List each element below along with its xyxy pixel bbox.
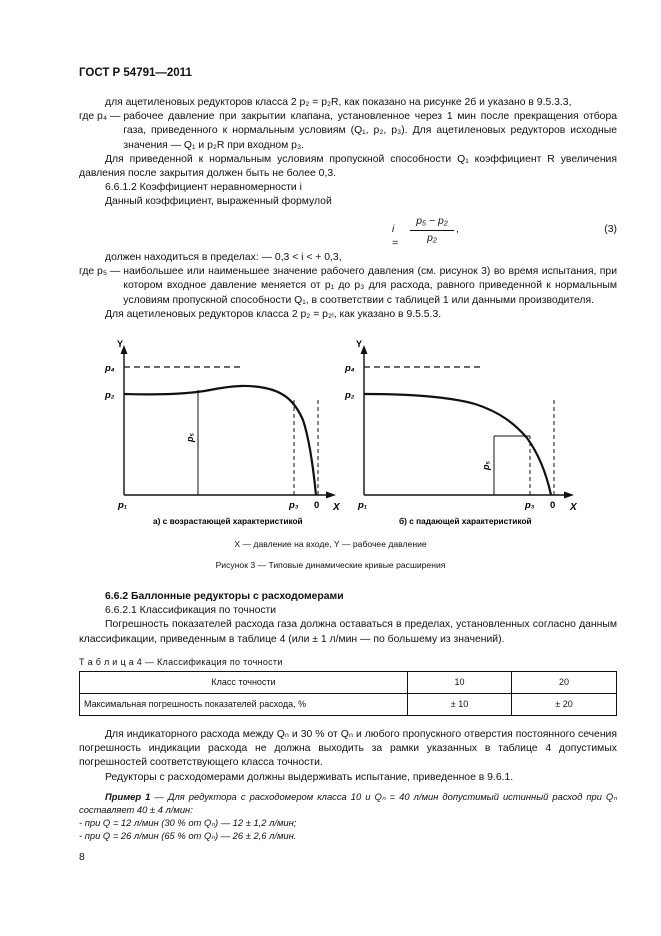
formula-3 xyxy=(79,213,617,250)
example-line-1: - при Q = 12 л/мин (30 % от Qₙ) — 12 ± 1,2 л/мин; xyxy=(79,817,297,828)
fraction-bar xyxy=(410,230,454,231)
top-text-block xyxy=(79,96,617,210)
table-4 xyxy=(79,671,617,716)
table-row xyxy=(80,694,617,716)
page-number: 8 xyxy=(79,851,85,863)
formula-comma: , xyxy=(456,224,459,235)
indicator-paragraph: Для индикаторного расхода между Qₙ и 30 % от Qₙ и любого пропускного отверстия постоянного сечения погрешность индикации расхода не должна выходить за рамки указанных в таблице 4 допустимых погрешностей соответствующего класса точности. xyxy=(79,729,617,769)
range-condition: должен находиться в пределах: — 0,3 < i < + 0,3, xyxy=(105,252,342,263)
p3-label: p₃ xyxy=(289,500,299,511)
example-label: Пример 1 xyxy=(105,791,151,802)
paragraph-acetylene-class2: для ацетиленовых редукторов класса 2 p₂ = p₂R, как показано на рисунке 2б и указано в 9.5.3.3, xyxy=(105,97,572,108)
chart-a-caption: а) с возрастающей характеристикой xyxy=(153,516,303,526)
example-intro xyxy=(79,790,617,816)
figure-caption: Рисунок 3 — Типовые динамические кривые расширения xyxy=(215,560,446,570)
equation-number: (3) xyxy=(604,224,617,235)
p4-label: p₄ xyxy=(345,363,355,374)
curve-rising xyxy=(124,386,316,495)
table-cell: 20 xyxy=(512,672,617,694)
example-line-2: - при Q = 26 л/мин (65 % от Qₙ) — 26 ± 2,6 л/мин. xyxy=(79,830,297,841)
definition-p4 xyxy=(79,110,617,153)
table-4-caption: Т а б л и ц а 4 — Классификация по точности xyxy=(79,657,283,667)
figure-legend: X — давление на входе, Y — рабочее давление xyxy=(234,539,427,549)
table-header-row xyxy=(80,672,617,694)
zero-label: 0 xyxy=(314,500,320,511)
paragraph-coefficient-r: Для приведенной к нормальным условиям пропускной способности Q₁ коэффициент R увеличения давления после закрытия должен быть не более 0,3. xyxy=(79,153,617,180)
curve-falling xyxy=(364,394,551,495)
chart-b xyxy=(344,339,578,526)
formula-denominator: p₂ xyxy=(427,233,437,244)
table-cell: ± 10 xyxy=(408,694,512,716)
formula-lhs: i = xyxy=(392,224,399,250)
y-axis-label: Y xyxy=(117,339,124,349)
definition-text: наибольшее или наименьшее значение рабочего давления (см. рисунок 3) во время испытания, при котором входное давление меняется от p₁ до p₃ для расхода, равного приведенной к нормальным условиям пропускной способности Q₁, в соответствии с таблицей 1 или данными производителя. xyxy=(123,266,617,306)
figure-3 xyxy=(0,330,661,530)
definition-text: рабочее давление при закрытии клапана, установленное через 1 мин после прекращения отбора газа, приведенного к нормальным условиям (Q₁, p₂, p₃). Для ацетиленовых редукторов исходные значения — Q₁ и p₂R при входном p₃. xyxy=(123,111,617,151)
example-1 xyxy=(79,790,617,842)
table-cell: ± 20 xyxy=(512,694,617,716)
table-cell: Максимальная погрешность показателей расхода, % xyxy=(80,694,408,716)
after-formula-block xyxy=(79,251,617,322)
table-cell: 10 xyxy=(408,672,512,694)
p5-label: p₅ xyxy=(481,460,491,470)
definition-key: где p₄ — xyxy=(79,111,121,123)
after-table-block xyxy=(79,728,617,785)
p1-label: p₁ xyxy=(358,500,368,511)
x-axis-label: X xyxy=(333,502,340,513)
p1-label: p₁ xyxy=(118,500,128,511)
p2-label: p₂ xyxy=(345,390,355,401)
section-title: 6.6.2 Баллонные редукторы с расходомерами xyxy=(105,591,344,602)
subsection-6-6-1-2: 6.6.1.2 Коэффициент неравномерности i xyxy=(105,182,302,194)
formula-intro: Данный коэффициент, выраженный формулой xyxy=(105,196,332,208)
document-header: ГОСТ Р 54791—2011 xyxy=(79,67,192,79)
subsection-6-6-2-1: 6.6.2.1 Классификация по точности xyxy=(105,605,277,617)
x-axis-arrow xyxy=(564,492,574,499)
p2-label: p₂ xyxy=(105,390,115,401)
section-6-6-2 xyxy=(79,590,617,647)
p5-label: p₅ xyxy=(185,432,195,442)
x-axis-arrow xyxy=(326,492,336,499)
chart-a xyxy=(104,339,341,526)
zero-label: 0 xyxy=(550,500,556,511)
x-axis-label: X xyxy=(570,502,577,513)
y-axis-label: Y xyxy=(356,339,363,349)
p4-label: p₄ xyxy=(105,363,115,374)
definition-key: где p₅ — xyxy=(79,266,121,278)
formula-numerator: p₅ − p₂ xyxy=(416,216,448,227)
test-paragraph: Редукторы с расходомерами должны выдерживать испытание, приведенное в 9.6.1. xyxy=(105,771,514,783)
accuracy-paragraph: Погрешность показателей расхода газа должна оставаться в пределах, установленных согласно данным классификации, приведенным в таблице 4 (или ± 1 л/мин — по большему из значений). xyxy=(79,619,617,645)
chart-b-caption: б) с падающей характеристикой xyxy=(399,516,532,526)
paragraph-acetylene-p2l: Для ацетиленовых редукторов класса 2 p₂ = p₂ₗ, как указано в 9.5.5.3. xyxy=(105,308,442,320)
definition-p5 xyxy=(79,265,617,308)
example-text: — Для редуктора с расходомером класса 10 и Qₙ = 40 л/мин допустимый истинный расход при Qₙ составляет 40 ± 4 л/мин: xyxy=(79,791,618,815)
table-cell: Класс точности xyxy=(80,672,408,694)
p3-label: p₃ xyxy=(525,500,535,511)
